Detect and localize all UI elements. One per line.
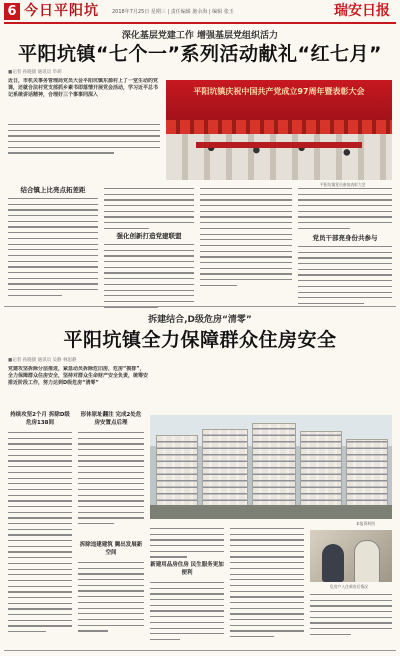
flag-decoration bbox=[166, 120, 392, 134]
column-2-text-b bbox=[104, 244, 194, 312]
section-title: 今日平阳坑 bbox=[24, 3, 99, 19]
story2-kicker: 拆建结合,D级危房“清零” bbox=[148, 315, 252, 325]
column-5-text-b bbox=[150, 582, 224, 645]
column-7-text bbox=[310, 594, 392, 640]
story2-headline: 平阳坑镇全力保障群众住房安全 bbox=[63, 329, 337, 351]
residents-photo bbox=[310, 530, 392, 582]
photo-banner-text: 平阳坑镇庆祝中国共产党成立97周年暨表彰大会 bbox=[193, 87, 365, 96]
story2-lead: 党建攻坚拆除分层推进，紧急动员拆除危旧房，危房“摸排”，全力保障群众住房安全，坚持对群众生命财产安全负责，统筹安排近阶段工作，努力达到D级危房“清零” bbox=[8, 366, 148, 386]
subhead-1: 结合镇上比亮点拓差距 bbox=[20, 186, 86, 194]
ground bbox=[150, 505, 392, 519]
audience-area bbox=[166, 134, 392, 180]
column-2-text bbox=[104, 188, 194, 234]
column-4-text bbox=[298, 188, 392, 234]
person-figure bbox=[322, 544, 344, 582]
subhead-3: 党员干部亮身份共参与 bbox=[312, 234, 378, 242]
person-figure bbox=[354, 540, 380, 582]
building bbox=[202, 429, 248, 507]
story1-headline: 平阳坑镇“七个一”系列活动献礼“红七月” bbox=[18, 43, 382, 65]
header-divider bbox=[4, 22, 396, 24]
column-4-text-b bbox=[298, 246, 392, 309]
photo1-caption: 平阳坑镇党员参加表彰大会 bbox=[320, 182, 366, 187]
page-number: 6 bbox=[4, 3, 20, 20]
page-bottom-rule bbox=[4, 650, 396, 651]
building bbox=[156, 435, 198, 507]
page-header bbox=[0, 0, 400, 24]
story1-lead: 近日，市机关事务管理局党员大会平阳坑镇东源村上了一堂生动的党课，还就合法村党支部抓乡素书即落情开展党会活动，学习近平总书记系统讲话精神，合理好三个事事同深入 bbox=[8, 78, 159, 98]
box1-title: 持续攻坚2个月 拆除D级危房138间 bbox=[10, 412, 70, 426]
column-6-text bbox=[230, 528, 304, 642]
subhead-right: 新建用品房住房 民生服务更加便利 bbox=[150, 562, 224, 576]
building bbox=[300, 431, 342, 507]
podium-table bbox=[196, 142, 362, 148]
subhead-2: 强化创新打造党建联盟 bbox=[116, 232, 182, 240]
column-5-text bbox=[150, 528, 224, 562]
story1-kicker: 深化基层党建工作 增强基层党组织活力 bbox=[121, 31, 279, 41]
box3-title: 拆除违建建筑 腾出发展新空间 bbox=[79, 542, 143, 556]
building bbox=[252, 423, 296, 507]
box3-text bbox=[78, 562, 144, 636]
newspaper-logo: 瑞安日报 bbox=[334, 3, 390, 19]
box2-text bbox=[78, 432, 144, 529]
box1-text bbox=[8, 432, 72, 637]
issue-meta: 2018年7月25日 星期三 | 责任编辑 施余海 | 编辑 张玉 bbox=[112, 9, 234, 15]
meeting-photo bbox=[166, 80, 392, 180]
photo3-caption: 危房户入住新房后情况 bbox=[330, 584, 368, 589]
apartment-photo bbox=[150, 415, 392, 519]
building bbox=[346, 439, 388, 507]
box2-title: 形体原址翻注 完成2处危房安置点后理 bbox=[80, 412, 142, 426]
story1-byline: ■记者 孙晓甜 通讯员 毕胡 bbox=[8, 70, 62, 75]
story-divider bbox=[4, 306, 396, 307]
story2-byline: ■记者 孙晓甜 通讯员 吴静 林思静 bbox=[8, 358, 77, 363]
story1-text-block bbox=[8, 124, 160, 158]
column-1-text bbox=[8, 198, 98, 300]
column-3-text bbox=[200, 188, 292, 290]
photo2-caption: 本报资料图 bbox=[356, 521, 375, 526]
